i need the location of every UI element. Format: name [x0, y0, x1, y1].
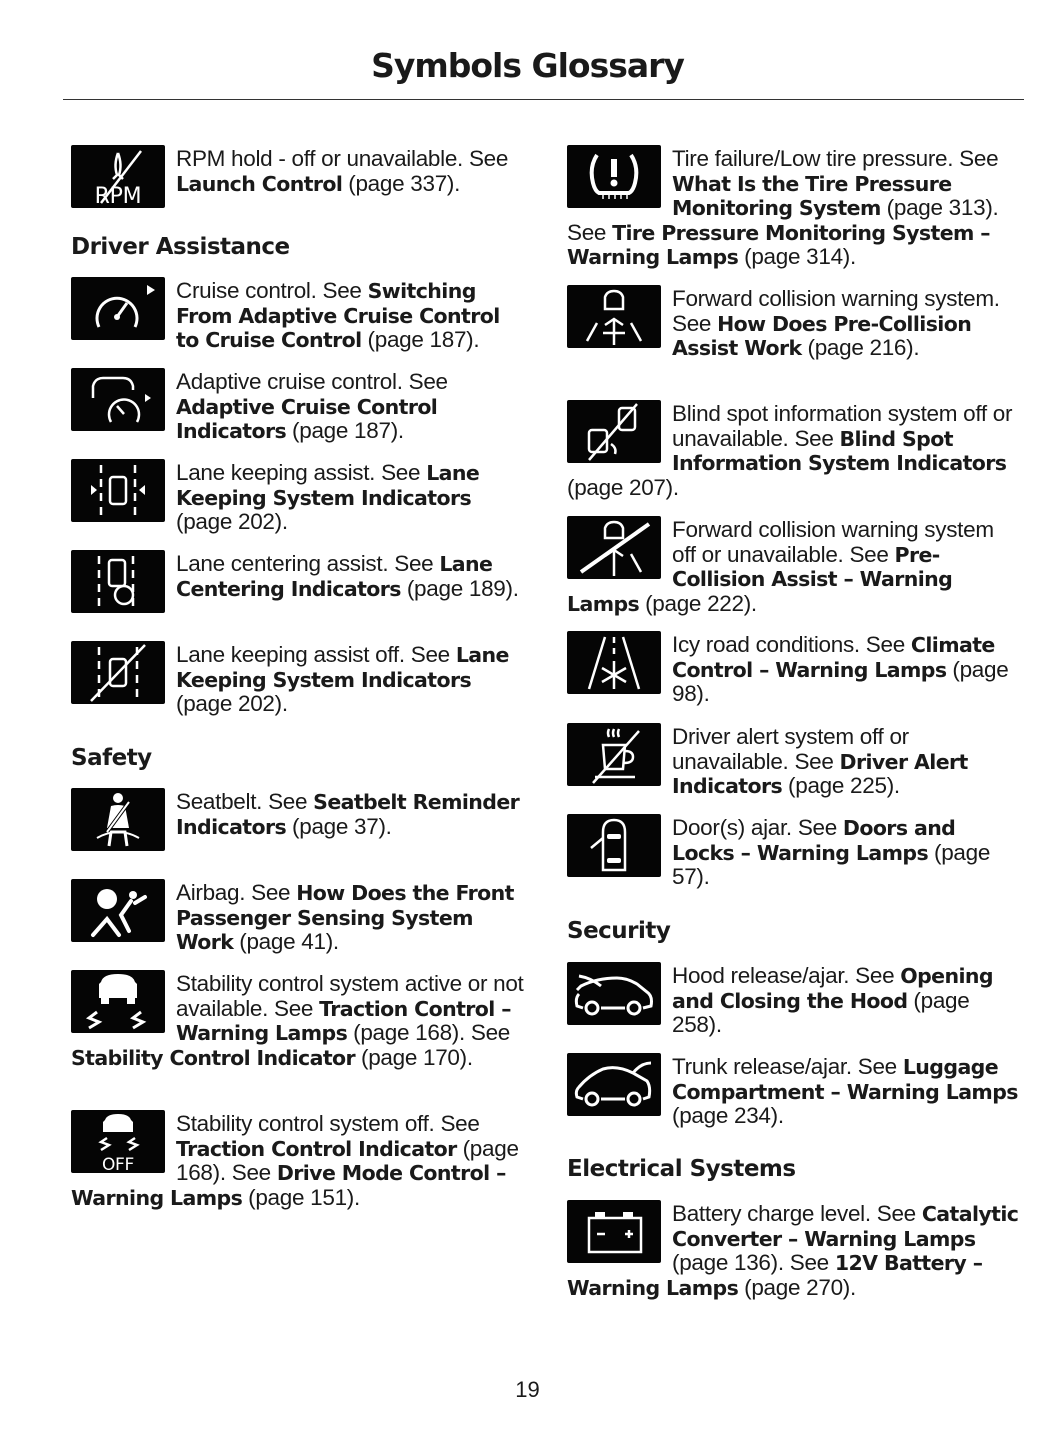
title-divider — [63, 99, 1024, 100]
glossary-entry-lane-centering: Lane centering assist. See Lane Centering Indicators (page 189). — [71, 552, 526, 613]
link-seatbelt-reminder[interactable]: Seatbelt Reminder Indicators — [176, 790, 520, 839]
section-heading-driver-assistance: Driver Assistance — [71, 234, 290, 260]
link-traction-control-warning[interactable]: Traction Control – Warning Lamps — [176, 996, 511, 1045]
section-heading-electrical-systems: Electrical Systems — [567, 1156, 796, 1182]
glossary-entry-cruise-control: Cruise control. See Switching From Adaptive Cruise Control to Cruise Control (page 187). — [71, 279, 526, 353]
glossary-entry-forward-collision-off: Forward collision warning system off or unavailable. See Pre-Collision Assist – Warning Lamps (page 222). — [567, 517, 994, 616]
link-luggage-compartment-warning[interactable]: Luggage Compartment – Warning Lamps — [672, 1055, 1018, 1104]
section-heading-security: Security — [567, 918, 671, 944]
link-driver-alert-indicators[interactable]: Driver Alert Indicators — [672, 749, 968, 798]
airbag-icon — [71, 879, 165, 942]
door-ajar-icon — [567, 814, 661, 877]
link-pre-collision-work[interactable]: How Does Pre-Collision Assist Work — [672, 311, 972, 360]
link-stability-control-indicator[interactable]: Stability Control Indicator — [71, 1045, 356, 1070]
link-drive-mode-control[interactable]: Drive Mode Control – Warning Lamps — [71, 1161, 506, 1210]
svg-text:OFF: OFF — [101, 1155, 135, 1173]
link-traction-control-indicator[interactable]: Traction Control Indicator — [176, 1136, 457, 1161]
glossary-entry-door-ajar: Door(s) ajar. See Doors and Locks – Warning Lamps (page 57). — [567, 816, 1022, 890]
link-blind-spot-indicators[interactable]: Blind Spot Information System Indicators — [672, 426, 1007, 475]
link-acc-indicators[interactable]: Adaptive Cruise Control Indicators — [176, 394, 438, 443]
glossary-entry-stability-control-off: OFF Stability control system off. See Traction Control Indicator (page 168). See Drive Mode Control – Warning Lamps (page 151). — [71, 1111, 519, 1210]
lane-keeping-assist-off-icon — [71, 641, 165, 704]
link-lane-keeping-indicators[interactable]: Lane Keeping System Indicators — [176, 461, 480, 510]
glossary-entry-hood-ajar: Hood release/ajar. See Opening and Closing the Hood (page 258). — [567, 964, 1022, 1038]
link-launch-control[interactable]: Launch Control — [176, 171, 343, 196]
link-12v-battery-warning[interactable]: 12V Battery – Warning Lamps — [567, 1251, 983, 1300]
seatbelt-icon — [71, 788, 165, 851]
forward-collision-warning-off-icon — [567, 516, 661, 579]
glossary-entry-forward-collision: Forward collision warning system. See How Does Pre-Collision Assist Work (page 216). — [567, 287, 1022, 361]
section-heading-safety: Safety — [71, 745, 152, 771]
glossary-entry-trunk-ajar: Trunk release/ajar. See Luggage Compartment – Warning Lamps (page 234). — [567, 1055, 1022, 1129]
blind-spot-off-icon — [567, 400, 661, 463]
page-number: 19 — [515, 1377, 540, 1402]
link-what-is-tpms[interactable]: What Is the Tire Pressure Monitoring System — [672, 171, 952, 220]
forward-collision-warning-icon — [567, 285, 661, 348]
link-doors-locks-warning[interactable]: Doors and Locks – Warning Lamps — [672, 816, 956, 865]
link-catalytic-converter-warning[interactable]: Catalytic Converter – Warning Lamps — [672, 1202, 1019, 1251]
hood-ajar-icon — [567, 962, 661, 1025]
lane-keeping-assist-icon — [71, 459, 165, 522]
glossary-entry-lane-keeping-off: Lane keeping assist off. See Lane Keeping System Indicators (page 202). — [71, 643, 526, 717]
link-passenger-sensing[interactable]: How Does the Front Passenger Sensing System Work — [176, 881, 514, 954]
glossary-entry-driver-alert-off: Driver alert system off or unavailable. See Driver Alert Indicators (page 225). — [567, 725, 1022, 799]
battery-icon — [567, 1200, 661, 1263]
glossary-entry-blind-spot-off: Blind spot information system off or unavailable. See Blind Spot Information System Indicators (page 207). — [567, 401, 1013, 500]
link-switching-cruise[interactable]: Switching From Adaptive Cruise Control to Cruise Control — [176, 279, 500, 352]
rpm-hold-off-icon — [71, 145, 165, 208]
glossary-entry-airbag: Airbag. See How Does the Front Passenger Sensing System Work (page 41). — [71, 881, 526, 955]
link-tpms-warning[interactable]: Tire Pressure Monitoring System – Warning Lamps — [567, 220, 990, 269]
page-title: Symbols Glossary — [371, 46, 684, 85]
link-pre-collision-warning[interactable]: Pre-Collision Assist – Warning Lamps — [567, 542, 953, 616]
glossary-entry-tire-pressure: Tire failure/Low tire pressure. See What Is the Tire Pressure Monitoring System (page 313). See Tire Pressure Monitoring System – Warning Lamps (page 314). — [567, 146, 999, 269]
glossary-entry-seatbelt: Seatbelt. See Seatbelt Reminder Indicators (page 37). — [71, 790, 526, 851]
svg-text:RPM: RPM — [94, 184, 142, 208]
glossary-entry-rpm-hold: RPM RPM hold - off or unavailable. See Launch Control (page 337). — [71, 147, 526, 208]
link-lane-keeping-indicators-2[interactable]: Lane Keeping System Indicators — [176, 643, 509, 692]
icy-road-icon — [567, 631, 661, 694]
glossary-entry-icy-road: Icy road conditions. See Climate Control – Warning Lamps (page 98). — [567, 633, 1022, 707]
link-climate-control-warning[interactable]: Climate Control – Warning Lamps — [672, 633, 995, 682]
glossary-entry-adaptive-cruise: Adaptive cruise control. See Adaptive Cruise Control Indicators (page 187). — [71, 370, 526, 444]
glossary-entry-battery: Battery charge level. See Catalytic Converter – Warning Lamps (page 136). See 12V Battery – Warning Lamps (page 270). — [567, 1201, 1019, 1300]
stability-control-off-icon — [71, 1110, 165, 1173]
glossary-entry-stability-control: Stability control system active or not available. See Traction Control – Warning Lamps (page 168). See Stability Control Indicator (page 170). — [71, 971, 524, 1070]
link-opening-closing-hood[interactable]: Opening and Closing the Hood — [672, 964, 993, 1013]
tire-pressure-icon — [567, 145, 661, 208]
cruise-control-icon — [71, 277, 165, 340]
glossary-entry-lane-keeping: Lane keeping assist. See Lane Keeping System Indicators (page 202). — [71, 461, 526, 535]
stability-control-icon — [71, 970, 165, 1033]
trunk-ajar-icon — [567, 1053, 661, 1116]
link-lane-centering-indicators[interactable]: Lane Centering Indicators — [176, 552, 493, 601]
lane-centering-assist-icon — [71, 550, 165, 613]
adaptive-cruise-control-icon — [71, 368, 165, 431]
driver-alert-off-icon — [567, 723, 661, 786]
